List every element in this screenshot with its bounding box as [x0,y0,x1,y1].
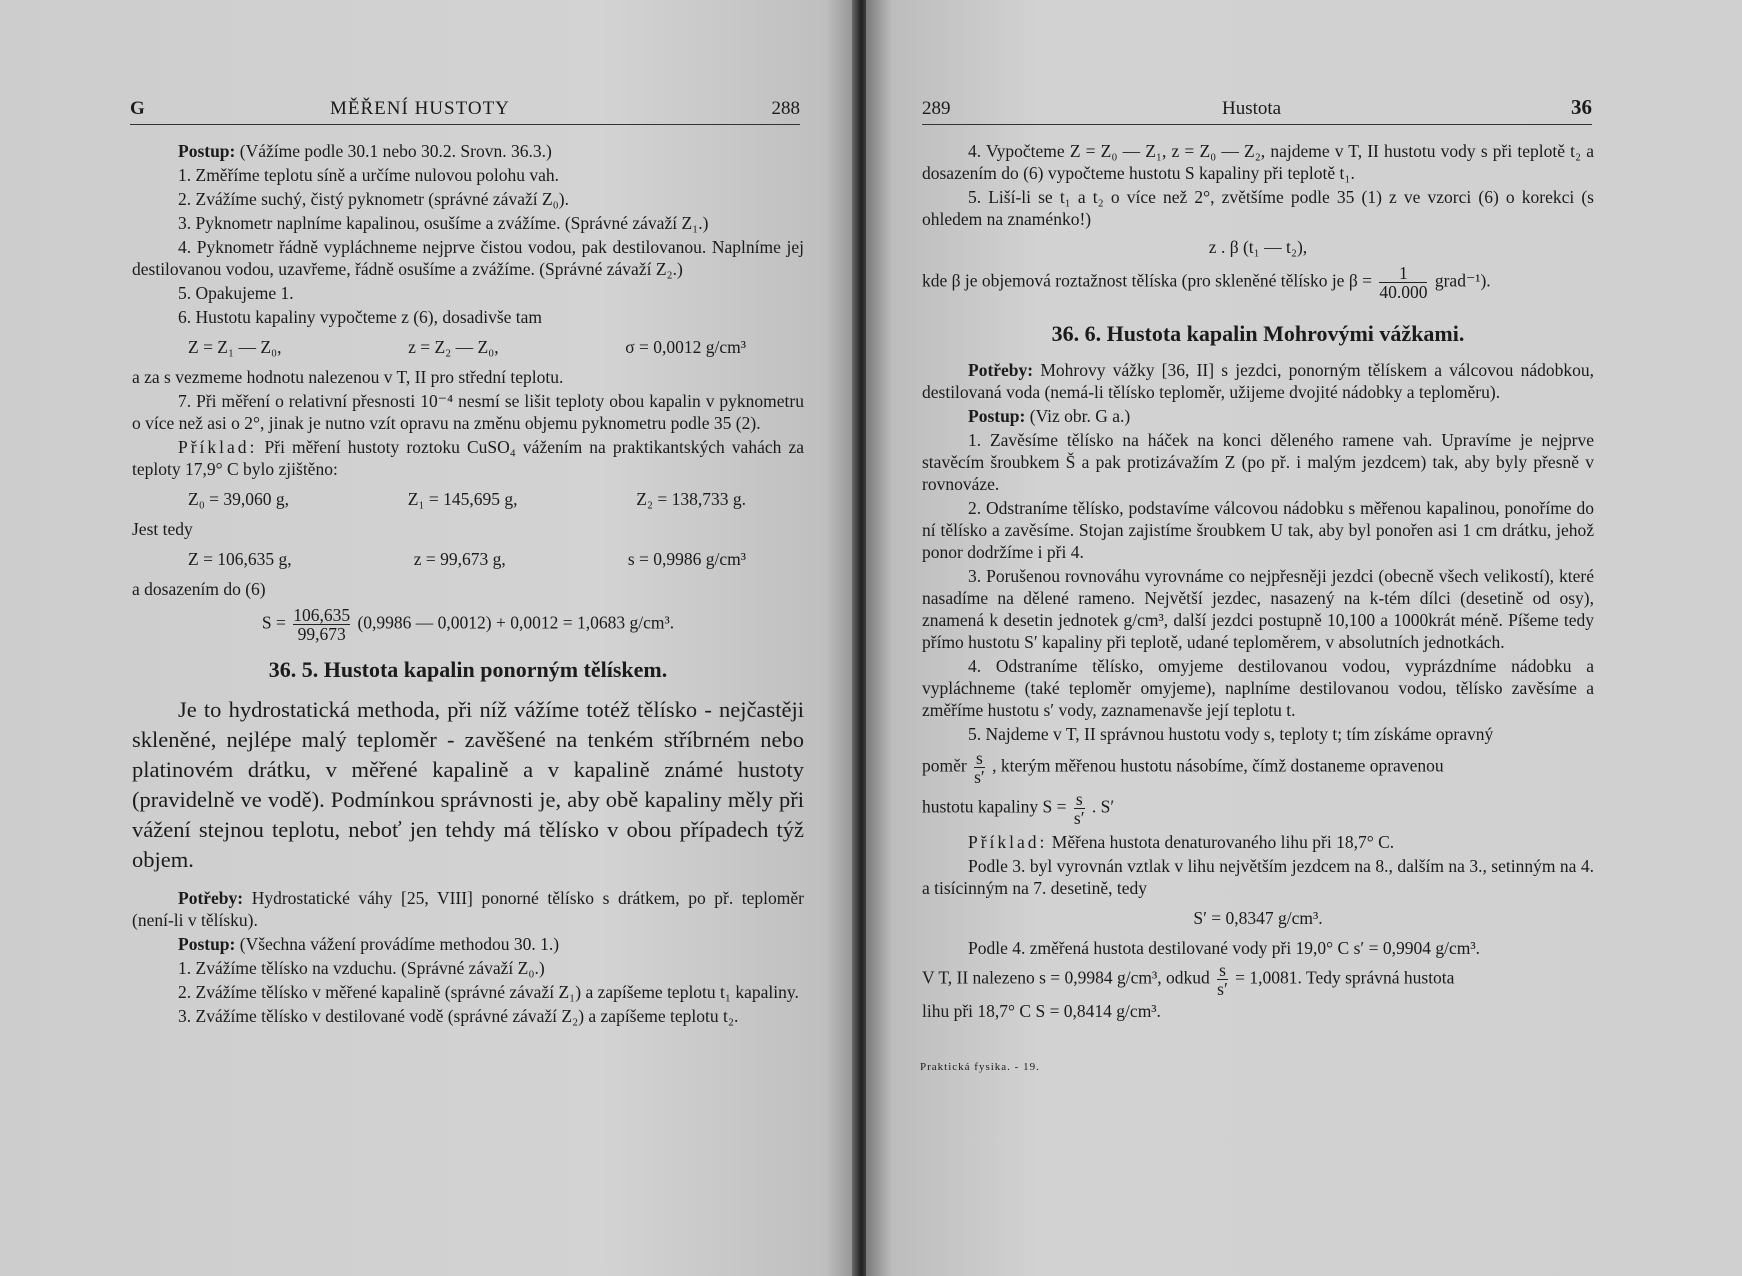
requirements-paragraph [132,887,804,931]
header-number: 36 [1571,95,1592,119]
step: 5. Opakujeme 1. [178,283,294,303]
header-title: MĚŘENÍ HUSTOTY [330,98,510,119]
example-paragraph [132,436,804,480]
correction-formula: z . β (t₁ — t₂), [1208,237,1308,257]
density-factor: . S′ [1091,796,1115,817]
example-label: Příklad: [968,832,1048,852]
step: 5. Liší-li se t₁ a t₂ o více než 2°, zvětšíme podle 35 (1) z ve vzorci (6) o korekci (s ohledem na znaménko!) [922,187,1594,229]
paragraph: Podle 3. byl vyrovnán vztlak v lihu největším jezdcem na 8., dalším na 3., setinným na 4. a tisícinným na 7. desetině, tedy [922,856,1594,898]
step: 4. Vypočteme Z = Z₀ — Z₁, z = Z₀ — Z₂, najdeme v T, II hustotu vody s při teplotě t₂ a dosazením do (6) vypočteme hustotu S kapaliny při teplotě t₁. [922,141,1594,183]
corrected-density [922,790,1594,827]
right-running-header [922,90,1592,125]
book-footer: Praktická fysika. - 19. [920,1061,1040,1073]
density-formula [132,606,804,643]
example-label: Příklad: [178,437,258,457]
step: 3. Porušenou rovnováhu vyrovnáme co nejpřesněji jezdci (obecně všech velikostí), které nasadíme na dělené rameno. Největší jezdec, nasazený na k-tém dílci (desetině od osy), znamená k desetin jednotek g/cm³, další jezdci postupně 10,100 a 1000krát méně. Píšeme tedy přímo hustotu S′ kapaliny při teplotě, udané teploměrem, v absolutních jednotkách. [922,566,1594,652]
numerator: s [1219,960,1226,980]
postup-paragraph [922,405,1594,427]
denominator: s′ [1073,808,1085,828]
final-line: lihu při 18,7° C S = 0,8414 g/cm³. [922,1001,1161,1021]
paragraph: Jest tedy [132,519,193,539]
equation-row [132,548,804,570]
equation-term: Z₀ = 39,060 g, [188,489,290,509]
paragraph: a dosazením do (6) [132,579,266,599]
equation-term: Z₁ = 145,695 g, [407,489,518,509]
fraction [1379,264,1427,301]
postup-text: (Viz obr. G a.) [1029,406,1131,426]
denominator: 99,673 [297,624,346,644]
postup-label: Postup: [178,141,236,161]
ratio-label: poměr [922,755,967,776]
step: 5. Najdeme v T, II správnou hustotu vody s, teploty t; tím získáme opravný [968,724,1494,744]
intro-paragraph: Je to hydrostatická methoda, při níž vážíme totéž tělísko - nejčastěji skleněné, nejlépe malý teploměr - zavěšené na tenkém stříbrném nebo platinovém drátku, v měřené kapalině a v kapalině známé hustoty (pravidelně ve vodě). Podmínkou správnosti je, aby obě kapaliny měly při vážení stejnou teplotu, neboť jen tehdy má tělísko v obou případech týž objem. [132,697,804,872]
requirements-label: Potřeby: [968,360,1034,380]
density-text: hustotu kapaliny S = [922,796,1067,817]
right-page [866,0,1742,1276]
requirements-text: Mohrovy vážky [36, II] s jezdci, ponorným tělískem a válcovou nádobkou, destilovaná voda (nemá-li tělísko teploměr, užijeme dvojité nádobky a teploměru). [922,360,1595,402]
denominator: s′ [1217,979,1228,999]
page-number: 288 [771,98,800,119]
postup-text: (Vážíme podle 30.1 nebo 30.2. Srovn. 36.3.) [239,141,552,161]
step: 2. Odstraníme tělísko, podstavíme válcovou nádobku s měřenou kapalinou, ponoříme do ní tělísko a zavěsíme. Stojan zajistíme šroubkem U tak, aby byl ponořen asi 1 cm drátku, jehož ponor dodržíme i při 4. [922,498,1594,562]
header-letter: G [130,98,145,119]
equation-row [132,336,804,358]
example-text: Při měření hustoty roztoku CuSO₄ vážením na praktikantských vahách za teploty 17,9° C bylo zjištěno: [132,437,804,479]
final-text: = 1,0081. Tedy správná hustota [1235,967,1455,988]
left-page [0,0,860,1276]
formula-lhs: S = [261,612,286,633]
beta-text: kde β je objemová roztažnost tělíska (pro skleněné tělísko je β = [922,270,1372,291]
step: 4. Pyknometr řádně vypláchneme nejprve čistou vodou, pak destilovanou. Naplníme jej destilovanou vodou, uzavřeme, řádně osušíme a zvážíme. (Správné závaží Z₂.) [132,237,804,279]
postup-paragraph [132,933,804,955]
step: 4. Odstraníme tělísko, omyjeme destilovanou vodou, vyprázdníme nádobku a vypláchneme (také teploměr omyjeme), naplníme destilovanou vodou, tělísko zavěsíme a změříme hustotu s′ vody, zaznamenavše její teplotu t. [922,656,1594,720]
numerator: s [976,748,983,768]
equation-term: s = 0,9986 g/cm³ [627,549,746,569]
equation-term: z = 99,673 g, [413,549,506,569]
step: 1. Zavěsíme tělísko na háček na konci děleného ramene vah. Upravíme je nejprve stavěcím šroubkem Š a pak protizávažím Z (po př. i malým jezdcem) tak, aby byly přesně v rovnováze. [922,430,1594,494]
page-number: 289 [922,98,951,119]
final-text: V T, II nalezeno s = 0,9984 g/cm³, odkud [922,967,1210,988]
ratio-paragraph [922,749,1594,786]
equation-term: Z₂ = 138,733 g. [636,489,746,509]
postup-label: Postup: [968,406,1026,426]
paragraph: Podle 4. změřená hustota destilované vody při 19,0° C s′ = 0,9904 g/cm³. [968,938,1480,958]
header-title: Hustota [1222,98,1282,119]
ratio-text: , kterým měřenou hustotu násobíme, čímž dostaneme opravenou [992,755,1444,776]
requirements-text: Hydrostatické váhy [25, VIII] ponorné tělísko s drátkem, po př. teploměr (není-li v tělísku). [132,888,804,930]
step: 7. Při měření o relativní přesnosti 10⁻⁴ nesmí se lišit teploty obou kapalin v pyknometru o více než asi o 2°, jinak je nutno vzít opravu na změnu objemu pyknometru podle 35 (2). [132,391,804,433]
postup-paragraph [178,140,804,162]
formula-rest: (0,9986 — 0,0012) + 0,0012 = 1,0683 g/cm³. [357,612,675,633]
fraction [974,749,985,786]
equation-row [132,488,804,510]
step: 1. Zvážíme tělísko na vzduchu. (Správné závaží Z₀.) [178,958,545,978]
numerator: 1 [1379,264,1427,283]
step: 2. Zvážíme suchý, čistý pyknometr (správné závaží Z₀). [178,189,569,209]
section-heading: 36. 5. Hustota kapalin ponorným tělískem. [268,657,668,682]
beta-unit: grad⁻¹). [1434,270,1491,291]
numerator: 106,635 [293,605,351,625]
paragraph: a za s vezmeme hodnotu nalezenou v T, II pro střední teplotu. [132,367,564,387]
beta-paragraph [922,264,1594,301]
step: 3. Zvážíme tělísko v destilované vodě (správné závaží Z₂) a zapíšeme teplotu t₂. [178,1006,739,1026]
example-text: Měřena hustota denaturovaného lihu při 18,7° C. [1051,832,1395,852]
step: 1. Změříme teplotu síně a určíme nulovou polohu vah. [178,165,560,185]
fraction [1074,790,1085,827]
section-heading: 36. 6. Hustota kapalin Mohrovými vážkami. [1051,321,1465,346]
requirements-paragraph [922,359,1594,403]
equation-term: σ = 0,0012 g/cm³ [625,337,746,357]
denominator: 40.000 [1379,282,1428,302]
requirements-label: Potřeby: [178,888,244,908]
numerator: s [1075,789,1083,809]
example-paragraph [922,831,1594,853]
postup-text: (Všechna vážení provádíme methodou 30. 1.) [239,934,560,954]
fraction [1217,961,1228,998]
left-body [132,140,804,1029]
equation-term: Z = Z₁ — Z₀, [188,337,282,357]
fraction [293,606,350,643]
step: 6. Hustotu kapaliny vypočteme z (6), dosadivše tam [178,307,543,327]
step: 2. Zvážíme tělísko v měřené kapalině (správné závaží Z₁) a zapíšeme teplotu t₁ kapaliny. [178,982,799,1002]
postup-label: Postup: [178,934,236,954]
right-body [922,140,1594,1078]
left-running-header [130,90,800,125]
step: 3. Pyknometr naplníme kapalinou, osušíme a zvážíme. (Správné závaží Z₁.) [178,213,709,233]
equation-term: z = Z₂ — Z₀, [408,337,499,357]
denominator: s′ [974,767,985,787]
final-paragraph [922,961,1594,998]
result-formula: S′ = 0,8347 g/cm³. [1193,908,1323,928]
equation-term: Z = 106,635 g, [188,549,292,569]
